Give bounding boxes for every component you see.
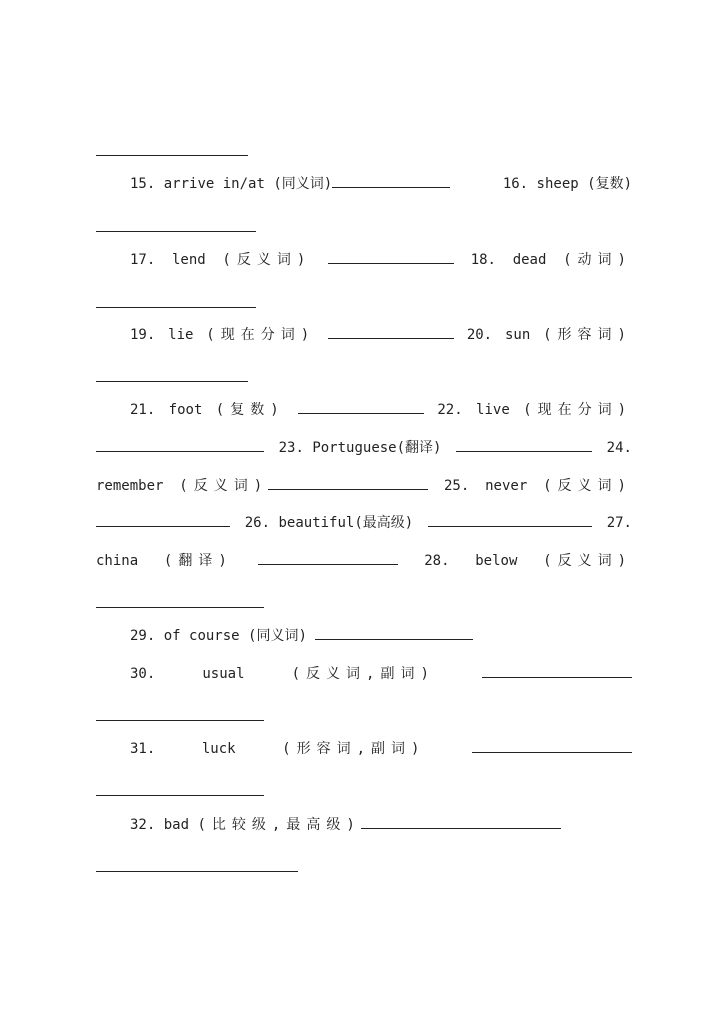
question-row-32 bbox=[130, 813, 632, 837]
question-row-24-25 bbox=[96, 474, 632, 498]
item-number: 32. bbox=[130, 817, 156, 833]
question-row-23-24 bbox=[96, 436, 632, 460]
answer-blank[interactable] bbox=[456, 437, 592, 452]
question-row-19-20 bbox=[130, 323, 632, 347]
item-instruction: (形容词) bbox=[543, 327, 632, 343]
answer-blank[interactable] bbox=[328, 249, 454, 264]
answer-blank[interactable] bbox=[361, 814, 561, 829]
answer-line bbox=[96, 366, 632, 390]
item-instruction: (反义词) bbox=[222, 252, 312, 268]
answer-blank[interactable] bbox=[96, 593, 264, 608]
item-word: foot bbox=[168, 402, 203, 418]
question-row-27-28 bbox=[96, 549, 632, 573]
item-word: usual bbox=[202, 666, 245, 682]
item-word: below bbox=[475, 553, 518, 569]
answer-line bbox=[96, 140, 632, 164]
question-row-15-16 bbox=[130, 172, 632, 196]
answer-blank[interactable] bbox=[298, 399, 424, 414]
item-word: of course bbox=[163, 628, 240, 644]
item-23 bbox=[279, 436, 442, 460]
item-number: 25. bbox=[443, 478, 470, 494]
item-number: 16. bbox=[502, 176, 529, 192]
answer-blank[interactable] bbox=[96, 217, 256, 232]
item-instruction: (反义词) bbox=[543, 478, 632, 494]
item-number: 31. bbox=[130, 741, 156, 757]
answer-blank[interactable] bbox=[328, 324, 454, 339]
question-row-29 bbox=[130, 624, 632, 648]
item-number: 22. bbox=[437, 402, 463, 418]
item-word: china bbox=[96, 553, 139, 569]
item-word: dead bbox=[512, 252, 547, 268]
item-word: beautiful bbox=[278, 515, 355, 531]
item-number: 30. bbox=[130, 666, 156, 682]
item-instruction: (形容词,副词) bbox=[282, 741, 426, 757]
item-15 bbox=[130, 172, 450, 196]
answer-blank[interactable] bbox=[96, 512, 230, 527]
item-instruction: (反义词,副词) bbox=[291, 666, 435, 682]
item-number: 15. bbox=[130, 176, 156, 192]
item-instruction: (最高级) bbox=[354, 515, 414, 531]
answer-blank[interactable] bbox=[472, 738, 632, 753]
answer-blank[interactable] bbox=[96, 437, 264, 452]
item-word: live bbox=[476, 402, 510, 418]
item-word: luck bbox=[201, 741, 236, 757]
item-word: never bbox=[485, 478, 528, 494]
item-word: lend bbox=[172, 252, 206, 268]
answer-blank[interactable] bbox=[428, 512, 592, 527]
answer-blank[interactable] bbox=[315, 625, 473, 640]
item-instruction: (复数) bbox=[587, 176, 632, 192]
item-instruction: (现在分词) bbox=[206, 327, 316, 343]
answer-blank[interactable] bbox=[96, 857, 298, 872]
answer-line bbox=[96, 216, 632, 240]
item-number: 27. bbox=[606, 515, 632, 531]
question-row-30 bbox=[130, 662, 632, 686]
item-word: sun bbox=[504, 327, 531, 343]
item-number: 28. bbox=[424, 553, 450, 569]
item-word: bad bbox=[163, 817, 190, 833]
item-24-instruction-group bbox=[179, 474, 428, 498]
item-instruction: (翻译) bbox=[163, 553, 233, 569]
item-word: remember bbox=[96, 478, 164, 494]
answer-line bbox=[96, 292, 632, 316]
answer-blank[interactable] bbox=[332, 173, 450, 188]
question-row-21-22 bbox=[130, 398, 632, 422]
answer-blank[interactable] bbox=[96, 141, 248, 156]
item-number: 26. bbox=[244, 515, 271, 531]
answer-blank[interactable] bbox=[258, 550, 398, 565]
answer-blank[interactable] bbox=[96, 367, 248, 382]
item-number: 18. bbox=[470, 252, 496, 268]
answer-blank[interactable] bbox=[96, 293, 256, 308]
item-instruction: (同义词) bbox=[273, 176, 333, 192]
item-word: lie bbox=[168, 327, 194, 343]
item-16 bbox=[503, 172, 632, 196]
item-instruction: (反义词) bbox=[543, 553, 632, 569]
answer-blank[interactable] bbox=[268, 475, 428, 490]
item-instruction: (动词) bbox=[563, 252, 632, 268]
answer-line bbox=[96, 856, 632, 880]
item-number: 24. bbox=[606, 440, 632, 456]
question-row-31 bbox=[130, 737, 632, 761]
item-26 bbox=[245, 511, 413, 535]
item-number: 20. bbox=[466, 327, 493, 343]
item-instruction: (复数) bbox=[215, 402, 285, 418]
item-word: arrive in/at bbox=[163, 176, 265, 192]
answer-line bbox=[96, 780, 632, 804]
item-instruction: (反义词) bbox=[179, 478, 269, 494]
item-instruction: (现在分词) bbox=[523, 402, 632, 418]
answer-blank[interactable] bbox=[482, 663, 632, 678]
item-number: 29. bbox=[130, 628, 156, 644]
item-number: 17. bbox=[130, 252, 156, 268]
item-word: Portuguese bbox=[312, 440, 397, 456]
answer-blank[interactable] bbox=[96, 781, 264, 796]
item-instruction: (翻译) bbox=[396, 440, 442, 456]
answer-line bbox=[96, 592, 632, 616]
answer-line bbox=[96, 705, 632, 729]
item-number: 23. bbox=[278, 440, 304, 456]
question-row-17-18 bbox=[130, 248, 632, 272]
question-row-26-27 bbox=[96, 511, 632, 535]
item-word: sheep bbox=[536, 176, 579, 192]
item-instruction: (同义词) bbox=[248, 628, 307, 644]
item-number: 21. bbox=[130, 402, 156, 418]
answer-blank[interactable] bbox=[96, 706, 264, 721]
item-instruction: (比较级,最高级) bbox=[197, 817, 361, 833]
item-number: 19. bbox=[130, 327, 156, 343]
